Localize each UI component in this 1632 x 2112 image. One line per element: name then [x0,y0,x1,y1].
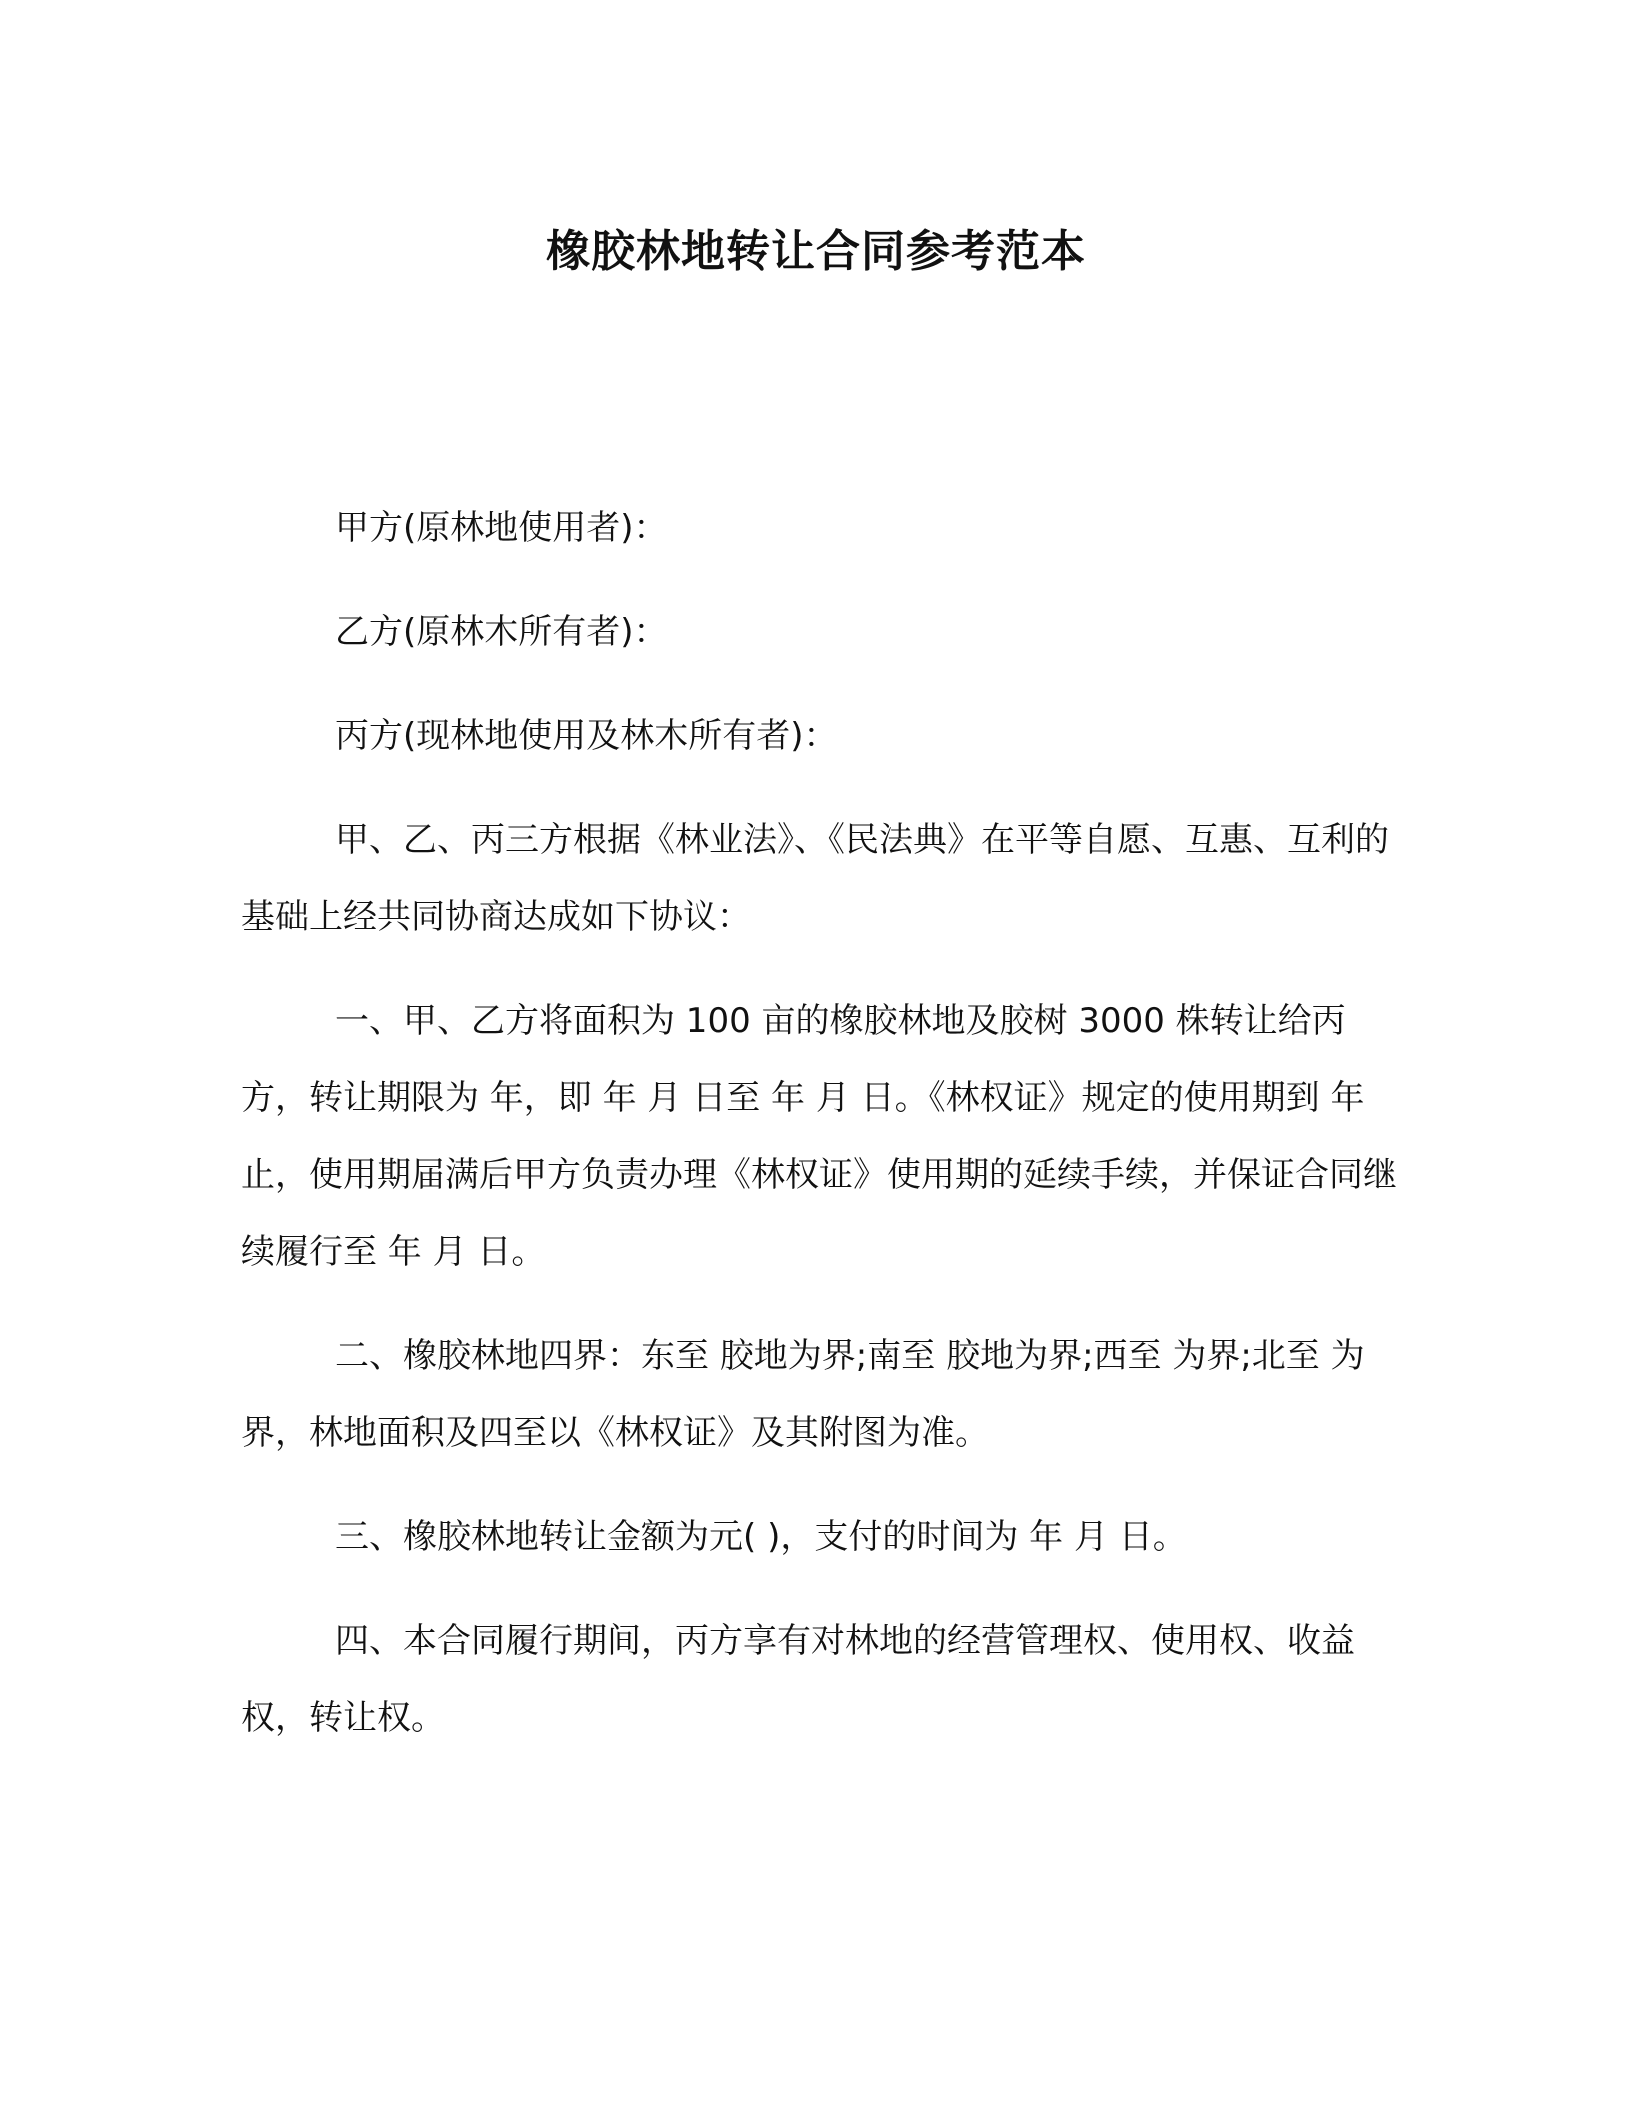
party-c-line: 丙方(现林地使用及林木所有者)： [335,716,838,756]
party-a-line: 甲方(原林地使用者)： [335,508,668,548]
document-title: 橡胶林地转让合同参考范本 [546,226,1086,277]
clause-2-paragraph: 二、橡胶林地四界：东至 胶地为界;南至 胶地为界;西至 为界;北至 为界，林地面积及四至以《林权证》及其附图为准。 [241,1336,1365,1453]
clause-4-paragraph: 四、本合同履行期间，丙方享有对林地的经营管理权、使用权、收益权，转让权。 [241,1621,1355,1738]
clause-3-paragraph: 三、橡胶林地转让金额为元( )，支付的时间为 年 月 日。 [335,1517,1187,1557]
clause-1-paragraph: 一、甲、乙方将面积为 100 亩的橡胶林地及胶树 3000 株转让给丙方，转让期限为 年，即 年 月 日至 年 月 日。《林权证》规定的使用期到 年止，使用期届满后甲方负责办理《林权证》使用期的延续手续，并保证合同继续履行至 年 月 日。 [241,1001,1397,1272]
preamble-paragraph: 甲、乙、丙三方根据《林业法》、《民法典》在平等自愿、互惠、互利的基础上经共同协商达成如下协议： [241,820,1389,937]
party-b-line: 乙方(原林木所有者)： [335,612,668,652]
document-body [241,490,1401,1784]
